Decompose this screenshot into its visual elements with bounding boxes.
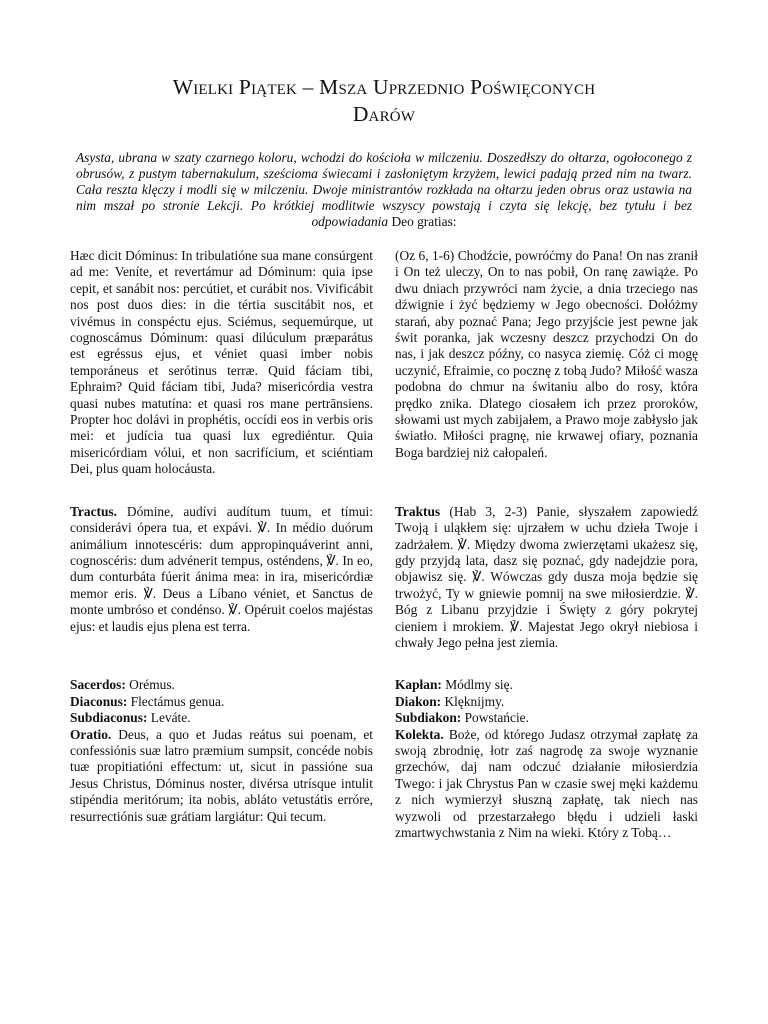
prayer-section [70,677,698,841]
reading-section [70,248,698,478]
role-text: Leváte. [147,710,191,726]
prayer-polish-column [395,677,698,841]
reading-polish-text: (Oz 6, 1-6) Chodźcie, powróćmy do Pana! On nas zranił i On też uleczy, On to nas pobił, On ranę zawiąże. Po dwu dniach przywróci nam życie, a dnia trzeciego nas dźwignie i żyć będziemy w Jego obecności. Dołóżmy starań, aby poznać Pana; Jego przyjście jest pewne jak świt poranka, jak wczesny deszcz przychodzi On do nas, i jak deszcz późny, co nasyca ziemię. Cóż ci mogę uczynić, Efraimie, co pocznę z tobą Judo? Miłość wasza podobna do chmur na świtaniu albo do rosy, która prędko znika. Dlatego ciosałem ich przez proroków, słowami ust mych zabijałem, a Prawo moje zabłysło jak światło. Miłości pragnę, nie krwawej ofiary, poznania Boga bardziej niż całopaleń. [395,248,698,460]
page-title [70,0,698,128]
tract-polish-paragraph [395,504,698,652]
role-label: Subdiakon: [395,710,462,726]
role-label: Kapłan: [395,677,442,693]
role-line [70,677,373,693]
tract-latin-column [70,504,373,652]
tract-polish-label: Traktus [395,503,441,519]
tract-section [70,504,698,652]
role-text: Flectámus genua. [127,693,225,709]
oratio-paragraph [70,727,373,825]
tract-latin-label: Tractus. [70,503,117,519]
role-text: Módlmy się. [441,677,513,693]
kolekta-paragraph [395,727,698,842]
oratio-label: Oratio. [70,726,112,742]
tract-polish-text: (Hab 3, 2-3) Panie, słyszałem zapowiedź Twoją i uląkłem się: ujrzałem w uchu dzieła Twoje i zadrżałem. ℣. Między dwoma zwierzętami ukażesz się, gdy przyjdą lata, dasz się poznać, gdy nadejdzie pora, objawisz się. ℣. Wówczas gdy dusza moja będzie się trwożyć, Ty w gniewie pomnij na swe miłosierdzie. ℣. Bóg z Libanu przyjdzie i Święty z góry pokrytej cieniem i mrokiem. ℣. Majestat Jego okrył niebiosa i chwały Jego pełna jest ziemia. [395,503,698,650]
role-text: Orémus. [125,677,175,693]
role-line [395,694,698,710]
role-line [70,694,373,710]
role-label: Diakon: [395,693,442,709]
role-label: Sacerdos: [70,677,126,693]
oratio-text: Deus, a quo et Judas reátus sui poenam, et confessiónis suæ latro præmium sumpsit, concéde nobis tuæ propitiatióni effectum: ut, sicut in passióne sua Jesus Christus, Dóminus noster, divérsa utrísque intulit stipéndia meritórum; ita nobis, abláto vetustátis erróre, resurrectiónis suæ grátiam largiátur: Qui tecum. [70,726,373,824]
tract-latin-paragraph [70,504,373,635]
reading-polish-column [395,248,698,478]
role-text: Klęknijmy. [441,693,505,709]
role-line [395,677,698,693]
role-line [70,710,373,726]
reading-latin-text: Hæc dicit Dóminus: In tribulatióne sua mane consúrgent ad me: Veníte, et revertámur ad Dóminum: quia ipse cepit, et sanábit nos: percútiet, et curábit nos. Vivificábit nos post duos dies: in die tértia suscitábit nos, et vivémus in conspéctu ejus. Sciémus, sequemúrque, ut cognoscámus Dóminum: quasi dilúculum præparátus est egréssus ejus, et véniet quasi imber nobis temporáneus et serótinus terræ. Quid fáciam tibi, Ephraim? Quid fáciam tibi, Juda? misericórdia vestra quasi nubes matutína: et quasi ros mane pertrānsiens. Propter hoc dolávi in prophétis, occídi eos in verbis oris mei: et judícia tua quasi lux egrediéntur. Quia misericórdiam vólui, et non sacrifícium, et sciéntiam Dei, plus quam holocáusta. [70,248,373,477]
role-line [395,710,698,726]
prayer-latin-column [70,677,373,841]
tract-latin-text: Dómine, audívi audítum tuum, et tímui: considerávi ópera tua, et expávi. ℣. In médio duórum animálium innotescéris: dum appropinquáverint anni, cognoscéris: dum advénerit tempus, osténdens, ℣. In eo, dum conturbáta fúerit ánima mea: in ira, misericórdiæ memor eris. ℣. Deus a Líbano véniet, et Sanctus de monte umbróso et condénso. ℣. Opéruit coelos majéstas ejus: et laudis ejus plena est terra. [70,503,373,634]
role-text: Powstańcie. [461,710,529,726]
tract-polish-column [395,504,698,652]
title-line-1: Wielki Piątek – Msza Uprzednio Poświęconych [172,75,596,99]
role-label: Subdiaconus: [70,710,148,726]
rubric-intro [76,150,692,230]
reading-latin-column [70,248,373,478]
title-line-2: Darów [352,102,416,126]
role-label: Diaconus: [70,693,128,709]
kolekta-text: Boże, od którego Judasz otrzymał zapłatę za swoją zbrodnię, łotr zaś nagrodę za swoje wyznanie grzechów, daj nam odczuć działanie miłosierdzia Twego: i jak Chrystus Pan w czasie swej męki każdemu z nich wymierzył słuszną zapłatę, tak niech nas wyzwoli od przestarzałego błędu i udzieli łaski zmartwychwstania z Nim na wieki. Który z Tobą… [395,726,698,840]
kolekta-label: Kolekta. [395,726,444,742]
rubric-italic: Asysta, ubrana w szaty czarnego koloru, wchodzi do kościoła w milczeniu. Doszedłszy do ołtarza, ogołoconego z obrusów, z pustym tabernakulum, sześcioma świecami i zasłoniętym krzyżem, lewici padają przed nim na twarz. Cała reszta klęczy i modli się w milczeniu. Dwoje ministrantów rozkłada na ołtarzu jeden obrus oraz ustawia na nim mszał po stronie Lekcji. Po krótkiej modlitwie wszyscy powstają i czyta się lekcję, bez tytułu i bez odpowiadania [76,150,692,229]
rubric-plain: Deo gratias: [388,214,457,229]
